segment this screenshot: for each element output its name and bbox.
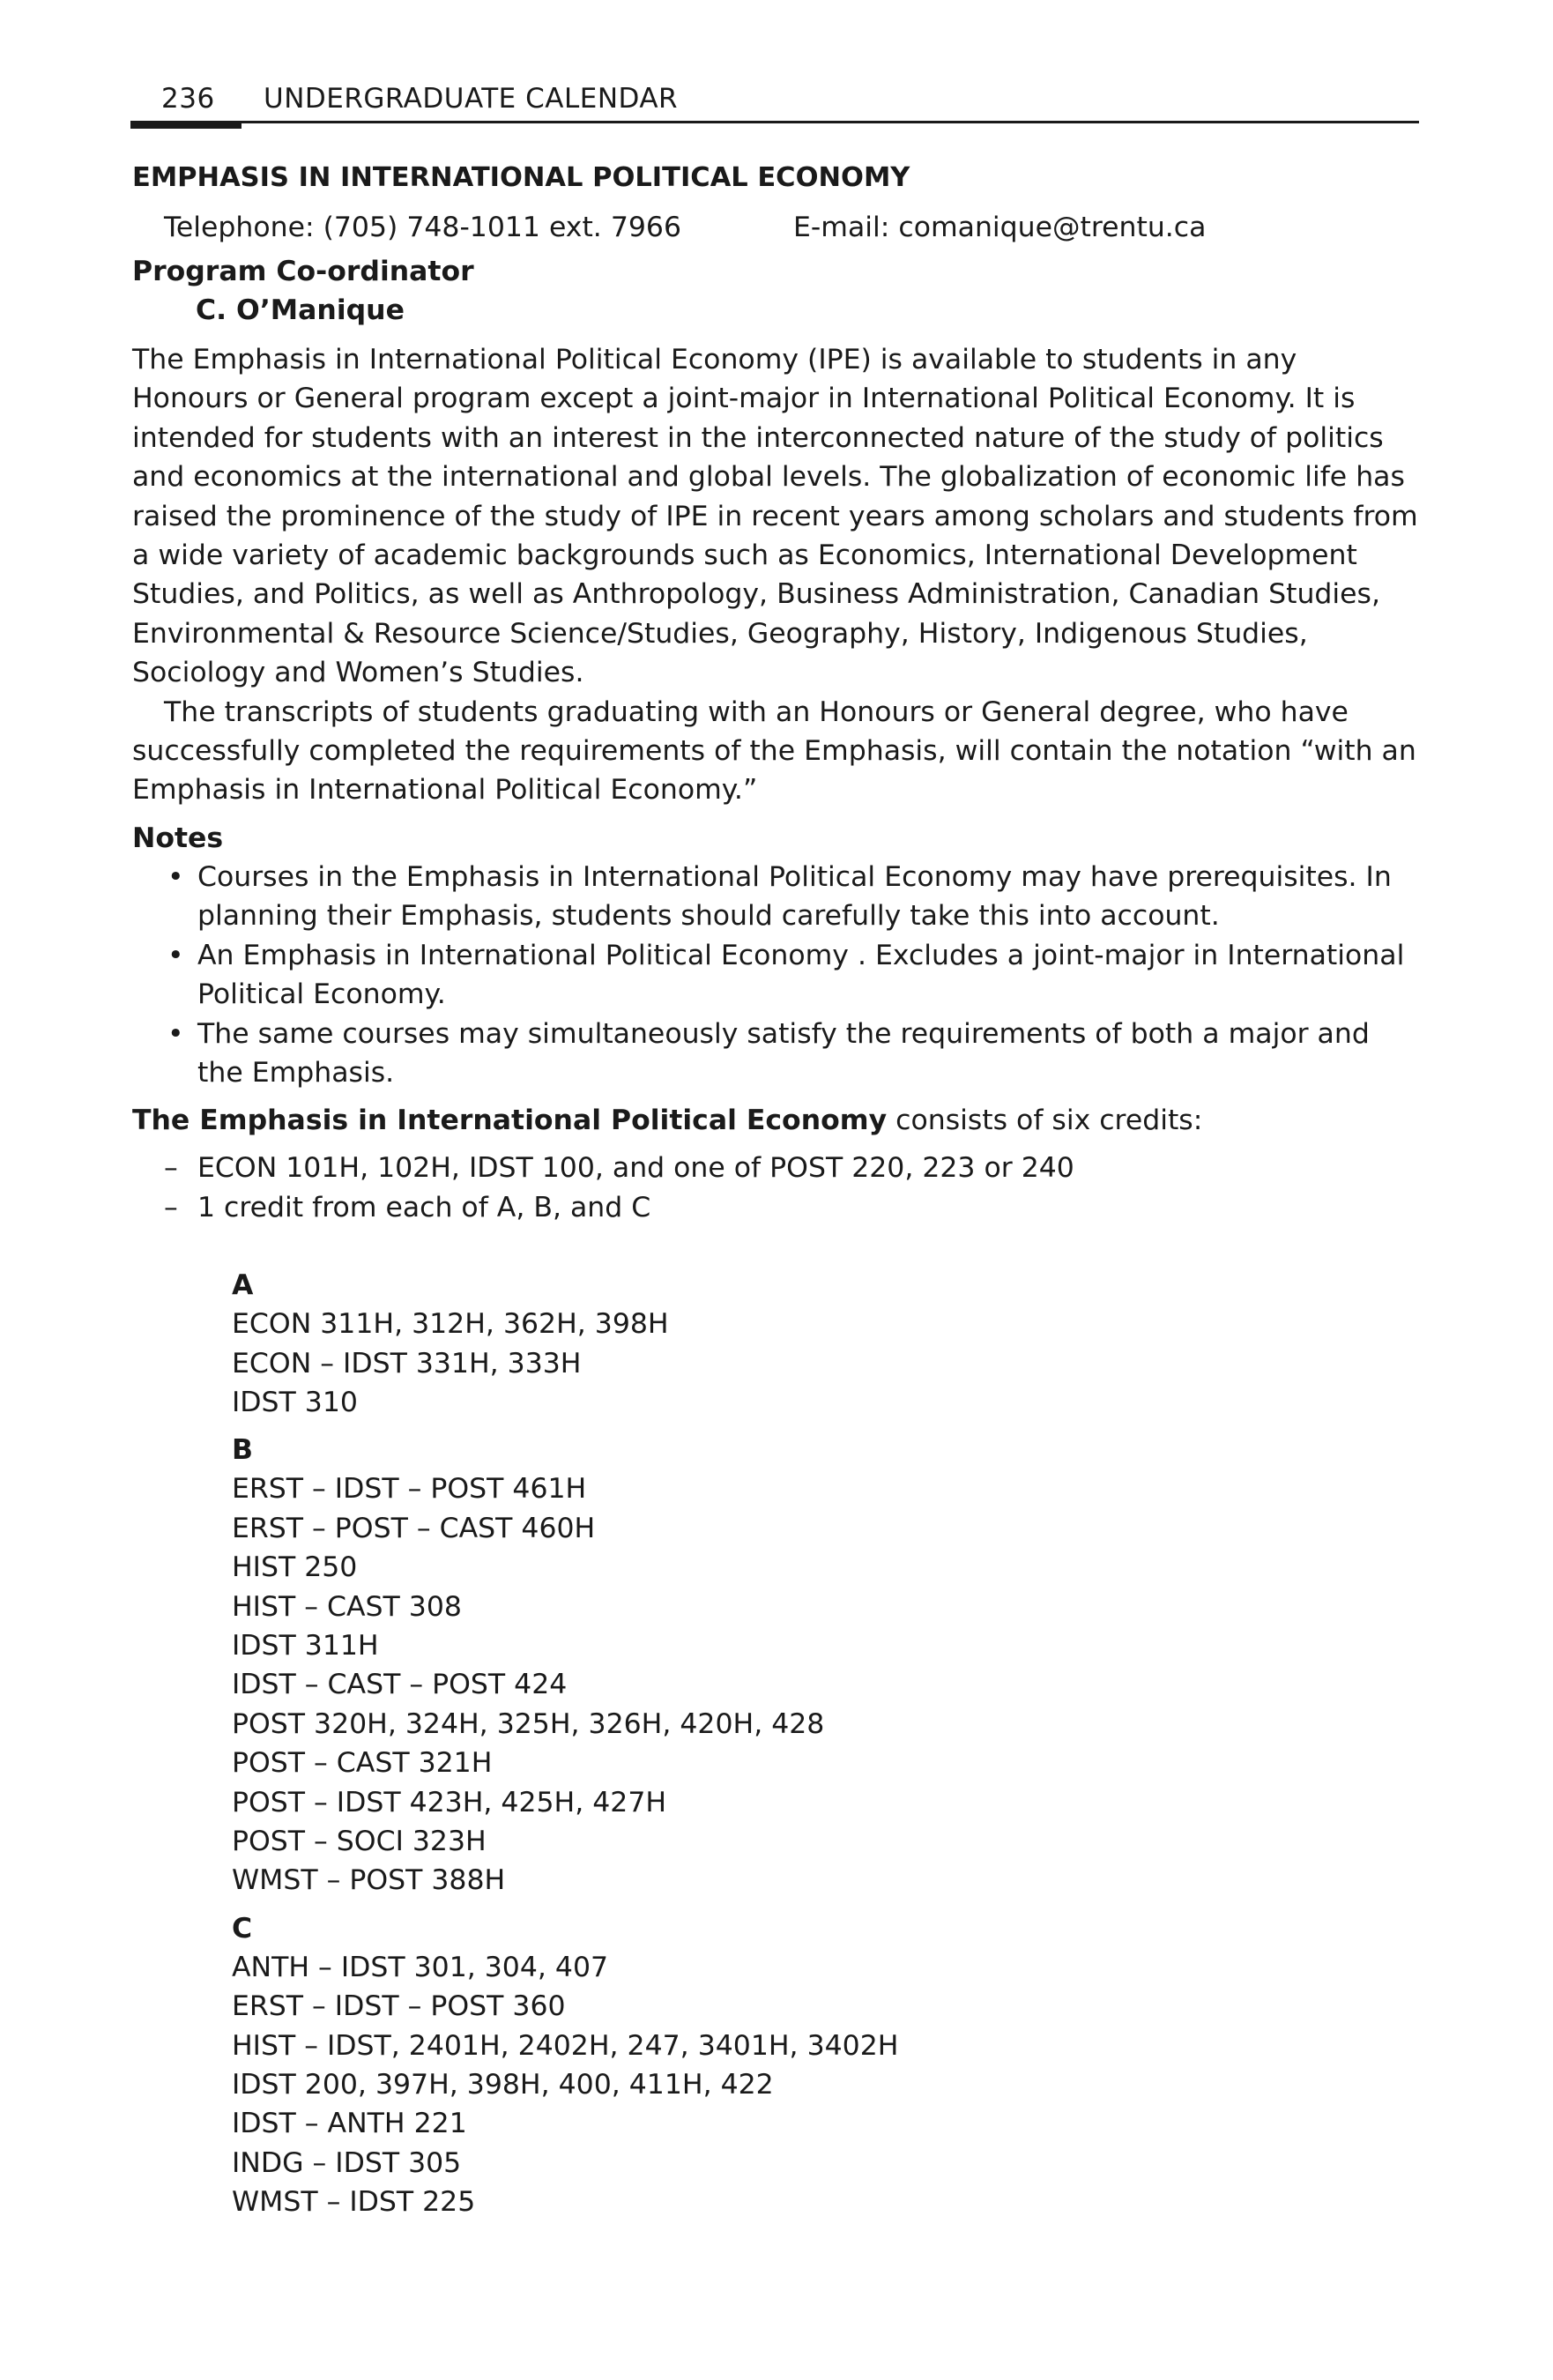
course-line: POST – CAST 321H xyxy=(232,1747,493,1780)
header-rule xyxy=(130,121,1419,123)
telephone: Telephone: (705) 748-1011 ext. 7966 xyxy=(164,212,681,243)
transcript-paragraph: The transcripts of students graduating with an Honours or General degree, who have successfully completed the requirements of the Emphasis, will contain the notation “with an Emphasis in International Political Economy.” xyxy=(132,695,1416,807)
section-title: EMPHASIS IN INTERNATIONAL POLITICAL ECONOMY xyxy=(132,162,910,193)
course-line: IDST – CAST – POST 424 xyxy=(232,1669,568,1701)
course-line: POST – SOCI 323H xyxy=(232,1826,487,1857)
course-line: POST – IDST 423H, 425H, 427H xyxy=(232,1786,667,1818)
course-line: ERST – IDST – POST 461H xyxy=(232,1473,587,1506)
requirements-intro xyxy=(132,1101,1419,1140)
requirements-intro-rest: consists of six credits: xyxy=(887,1104,1203,1137)
course-line: ERST – POST – CAST 460H xyxy=(232,1512,596,1544)
notes-heading: Notes xyxy=(132,822,224,854)
running-header xyxy=(130,79,1419,123)
dash-icon: – xyxy=(164,1152,178,1185)
bullet-icon: • xyxy=(167,860,184,893)
course-group-a xyxy=(232,1266,1419,1422)
requirement-text: ECON 101H, 102H, IDST 100, and one of POST 220, 223 or 240 xyxy=(197,1152,1074,1185)
course-line: POST 320H, 324H, 325H, 326H, 420H, 428 xyxy=(232,1707,825,1740)
course-line: ECON – IDST 331H, 333H xyxy=(232,1347,582,1380)
course-line: INDG – IDST 305 xyxy=(232,2146,462,2179)
bullet-icon: • xyxy=(167,939,184,971)
note-text: Courses in the Emphasis in International Political Economy may have prerequisites. In planning their Emphasis, students should carefully take this into account. xyxy=(197,860,1392,933)
course-line: ANTH – IDST 301, 304, 407 xyxy=(232,1951,609,1983)
page-number: 236 xyxy=(161,83,215,115)
contact-row xyxy=(132,203,1419,252)
bullet-icon: • xyxy=(167,1017,184,1050)
group-letter: B xyxy=(232,1434,254,1467)
requirement-text: 1 credit from each of A, B, and C xyxy=(197,1191,651,1223)
course-line: ECON 311H, 312H, 362H, 398H xyxy=(232,1308,669,1341)
course-line: IDST 200, 397H, 398H, 400, 411H, 422 xyxy=(232,2069,774,2101)
requirements-intro-bold: The Emphasis in International Political Economy xyxy=(132,1104,888,1137)
dash-icon: – xyxy=(164,1191,178,1223)
course-line: IDST 310 xyxy=(232,1386,358,1418)
note-text: An Emphasis in International Political Economy . Excludes a joint-major in International Political Economy. xyxy=(197,939,1405,1011)
coordinator-name: C. O’Manique xyxy=(196,294,405,326)
requirements-list xyxy=(132,1149,1419,1227)
course-line: HIST – IDST, 2401H, 2402H, 247, 3401H, 3402H xyxy=(232,2029,899,2062)
note-item xyxy=(132,1015,1419,1093)
note-item xyxy=(132,858,1419,936)
group-letter: C xyxy=(232,1912,253,1945)
requirement-item xyxy=(132,1149,1419,1187)
email: E-mail: comanique@trentu.ca xyxy=(793,212,1207,243)
requirement-item xyxy=(132,1188,1419,1227)
course-line: WMST – POST 388H xyxy=(232,1864,506,1897)
course-line: HIST – CAST 308 xyxy=(232,1590,462,1623)
intro-paragraph: The Emphasis in International Political Economy (IPE) is available to students in any Honours or General program except a joint-major in International Political Economy. It is intended for students with an interest in the interconnected nature of the study of politics and economics at the international and global levels. The globalization of economic life has raised the prominence of the study of IPE in recent years among scholars and students from a wide variety of academic backgrounds such as Economics, International Development Studies, and Politics, as well as Anthropology, Business Administration, Canadian Studies, Environmental & Resource Science/Studies, Geography, History, Indigenous Studies, Sociology and Women’s Studies. xyxy=(132,344,1418,689)
coordinator-label: Program Co-ordinator xyxy=(132,256,474,287)
course-group-b xyxy=(232,1431,1419,1900)
course-line: ERST – IDST – POST 360 xyxy=(232,1990,566,2023)
course-line: IDST – ANTH 221 xyxy=(232,2108,467,2140)
group-letter: A xyxy=(232,1269,254,1302)
header-tab-bar xyxy=(130,122,241,129)
notes-list xyxy=(132,858,1419,1092)
course-line: WMST – IDST 225 xyxy=(232,2186,476,2219)
course-group-c xyxy=(232,1909,1419,2222)
page-content xyxy=(132,159,1419,2231)
course-groups xyxy=(132,1266,1419,2222)
course-line: IDST 311H xyxy=(232,1629,379,1662)
course-line: HIST 250 xyxy=(232,1551,358,1584)
note-text: The same courses may simultaneously satisfy the requirements of both a major and the Emphasis. xyxy=(197,1017,1370,1089)
running-title: UNDERGRADUATE CALENDAR xyxy=(264,83,679,115)
note-item xyxy=(132,936,1419,1015)
